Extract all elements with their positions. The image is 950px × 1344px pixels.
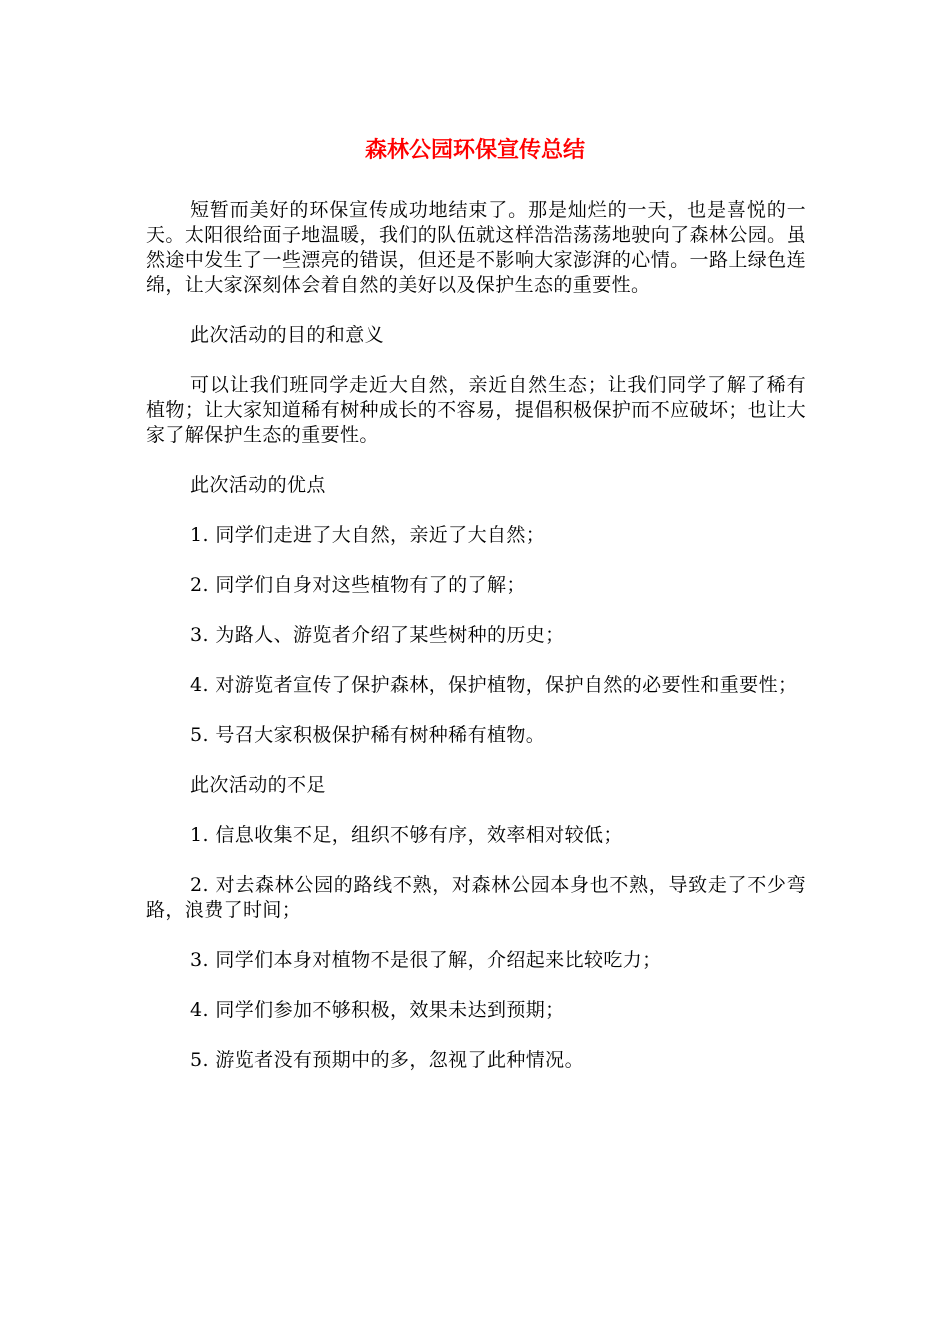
- strength-item-3: 3. 为路人、游览者介绍了某些树种的历史；: [190, 624, 565, 646]
- weakness-item-3: 3. 同学们本身对植物不是很了解，介绍起来比较吃力；: [190, 949, 662, 971]
- document-body: [146, 198, 806, 1098]
- strength-item-1: 1. 同学们走进了大自然，亲近了大自然；: [190, 524, 546, 546]
- strength-item-5: 5. 号召大家积极保护稀有树种稀有植物。: [190, 724, 546, 746]
- weakness-item-5: 5. 游览者没有预期中的多，忽视了此种情况。: [190, 1049, 584, 1071]
- strength-item-4: 4. 对游览者宣传了保护森林，保护植物，保护自然的必要性和重要性；: [190, 674, 798, 696]
- purpose-paragraph: 可以让我们班同学走近大自然，亲近自然生态；让我们同学了解了稀有植物；让大家知道稀有树种成长的不容易，提倡积极保护而不应破坏；也让大家了解保护生态的重要性。: [146, 374, 806, 446]
- intro-paragraph: 短暂而美好的环保宣传成功地结束了。那是灿烂的一天，也是喜悦的一天。太阳很给面子地温暖，我们的队伍就这样浩浩荡荡地驶向了森林公园。虽然途中发生了一些漂亮的错误，但还是不影响大家澎湃的心情。一路上绿色连绵，让大家深刻体会着自然的美好以及保护生态的重要性。: [146, 199, 806, 296]
- section-heading-purpose: 此次活动的目的和意义: [190, 324, 385, 346]
- strength-item-2: 2. 同学们自身对这些植物有了的了解；: [190, 574, 526, 596]
- weakness-item-2: 2. 对去森林公园的路线不熟，对森林公园本身也不熟，导致走了不少弯路，浪费了时间；: [146, 874, 806, 921]
- section-heading-strengths: 此次活动的优点: [190, 474, 326, 496]
- weakness-item-4: 4. 同学们参加不够积极，效果未达到预期；: [190, 999, 565, 1021]
- document-title: 森林公园环保宣传总结: [364, 138, 585, 163]
- section-heading-weaknesses: 此次活动的不足: [190, 774, 326, 796]
- weakness-item-1: 1. 信息收集不足，组织不够有序，效率相对较低；: [190, 824, 623, 846]
